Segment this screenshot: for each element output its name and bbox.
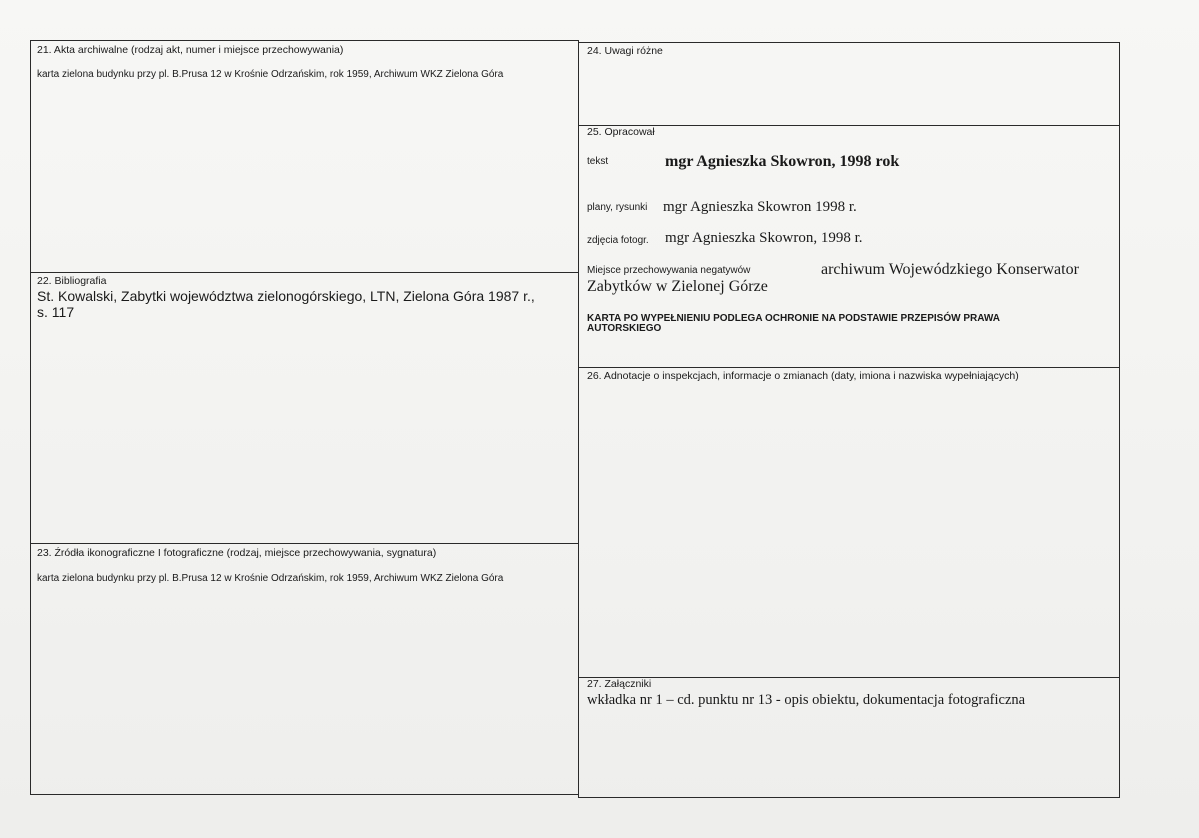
copyright-notice-line2: AUTORSKIEGO	[587, 323, 662, 334]
section-25-prepared-by	[578, 125, 1120, 368]
section-21-text: karta zielona budynku przy pl. B.Prusa 12 w Krośnie Odrzańskim, rok 1959, Archiwum WKZ Zielona Góra	[37, 69, 504, 80]
section-22-line2: s. 117	[37, 304, 75, 320]
section-22-label: 22. Bibliografia	[37, 275, 107, 287]
negatives-location-value-2: Zabytków w Zielonej Górze	[587, 278, 768, 295]
section-26-annotations	[578, 367, 1120, 678]
plans-author-label: plany, rysunki	[587, 202, 648, 213]
negatives-location-value-1: archiwum Wojewódzkiego Konserwator	[821, 261, 1079, 278]
section-27-text: wkładka nr 1 – cd. punktu nr 13 - opis obiektu, dokumentacja fotograficzna	[587, 692, 1026, 708]
section-25-label: 25. Opracował	[587, 126, 655, 138]
section-22-bibliography	[30, 272, 579, 544]
negatives-location-label: Miejsce przechowywania negatywów	[587, 265, 751, 276]
section-21-label: 21. Akta archiwalne (rodzaj akt, numer i miejsce przechowywania)	[37, 44, 344, 56]
section-23-label: 23. Źródła ikonograficzne I fotograficzne (rodzaj, miejsce przechowywania, sygnatura)	[37, 547, 437, 559]
section-24-remarks	[578, 42, 1120, 126]
text-author-label: tekst	[587, 156, 609, 167]
text-author-value: mgr Agnieszka Skowron, 1998 rok	[665, 153, 900, 170]
section-24-label: 24. Uwagi różne	[587, 45, 663, 57]
section-23-iconographic-sources	[30, 543, 579, 795]
section-22-line1: St. Kowalski, Zabytki województwa zielonogórskiego, LTN, Zielona Góra 1987 r.,	[37, 288, 535, 304]
plans-author-value: mgr Agnieszka Skowron 1998 r.	[663, 199, 857, 215]
section-21-archival-records	[30, 40, 579, 273]
copyright-notice-line1: KARTA PO WYPEŁNIENIU PODLEGA OCHRONIE NA PODSTAWIE PRZEPISÓW PRAWA	[587, 313, 1000, 324]
section-27-label: 27. Załączniki	[587, 678, 652, 690]
section-26-label: 26. Adnotacje o inspekcjach, informacje o zmianach (daty, imiona i nazwiska wypełniających)	[587, 370, 1019, 382]
photos-author-label: zdjęcia fotogr.	[587, 235, 649, 246]
section-27-attachments	[578, 677, 1120, 798]
photos-author-value: mgr Agnieszka Skowron, 1998 r.	[665, 230, 863, 246]
section-23-text: karta zielona budynku przy pl. B.Prusa 12 w Krośnie Odrzańskim, rok 1959, Archiwum WKZ Zielona Góra	[37, 573, 504, 584]
